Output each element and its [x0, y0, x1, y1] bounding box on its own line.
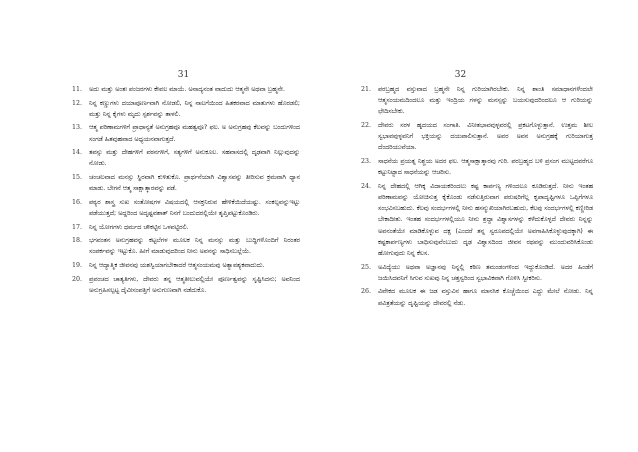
entry-text: ಚಂಚಲವಾದ ಮನಸ್ಸು ಸ್ಥಿರವಾಗಿ ಕುಳಿತುಕೊ. ಪ್ರಾರ್ಥನೆಯಾಗಿ ವಿಶ್ವಾಸವನ್ನು ತೀರಿಸುವ ಕ್ರಮವಾಗಿ ಧ್ಯಾನ ಮಾಡು. ಬೇಗನೆ ಆತ್ಮ ಸಾಕ್ಷಾತ್ಕಾರವನ್ನು ಪಡೆ. — [89, 173, 300, 193]
entry-text: ಸಾಧನೆಯ ಪ್ರಯತ್ನ ನಿಶ್ಚಯ ಅದರ ಫಲ. ಆತ್ಮಸಾಕ್ಷಾತ್ಕಾರವು ಗುರಿ. ಪರಬ್ರಹ್ಮದ ಬಳಿ ಪ್ರಸಂಗ ಮುಟ್ಟದವರೆಗೂ ಕಟ್ಟುನಿಟ್ಟಾದ ಸಾಧನೆಯನ್ನು ಆಚರಿಸು. — [378, 158, 593, 177]
list-item — [361, 84, 593, 118]
entry-number: 21. — [361, 86, 372, 93]
entry-text: ಪಠ್ಯರ ಶಾಸ್ತ್ರ ಸುಖ ಸಂತೋಷಗಳ ವಿಷಯದಲ್ಲಿ ಆಸಕ್ತನಿರುವ ಹೇಳಿಕೆಯಿದೆಯಷ್ಟು. ಸಂಕಲ್ಪವನ್ನುಇಟ್ಟು ಪಡೆಯುತ್ತದೆ; ಅದ್ದರಿಂದ ಅದೃಷ್ಟವಶಾತ್ ನಿನಗೆ ಬಂದುದರಲ್ಲಿಯೇ ತೃಪ್ತಿಪಟ್ಟುಕೊಂಡಿರು. — [89, 198, 300, 217]
entry-text: ದೇವರು ಸರಳ ಹೃದಯದ ಸಂಗಾತಿ. ವಿನೀತಭಾವವುಳ್ಳವರಲ್ಲಿ ಪ್ರಕಟಗೊಳ್ಳುತ್ತಾನೆ. ಉತ್ತಮ ಶೀಲ ಸ್ವಭಾವವುಳ್ಳವನಿಗೆ ಭಕ್ತಿಯನ್ನು ದಯಪಾಲಿಸುತ್ತಾನೆ. ಅವರ ಅವನ ಅನುಗ್ರಹಕ್ಕೆ ಗುರಿಯಾಗುತ್ತ ದೆಂದರಿಯುವೆಯಾ. — [378, 122, 593, 152]
entry-number: 14. — [72, 149, 83, 157]
entry-number: 26. — [361, 288, 372, 296]
list-item — [72, 260, 300, 271]
entry-text: ಭಗವಂತನ ಅನುಗ್ರಹವನ್ನು ಕಟ್ಟಲೆಗಳ ಮೂಲಕ ನಿನ್ನ ಮನಸ್ಸು ಮತ್ತು ಬುದ್ಧಿಗಳೊಂದಿಗೆ ನಿರಂತರ ಸಂಪರ್ಕವನ್ನು ಇಟ್ಟುಕೊ. ಹೀಗೆ ಮಾಡುವುದರಿಂದ ನೀನು ಅವನನ್ನು ಸಾಧಿಸಬಲ್ಲೆಯೆ. — [89, 237, 300, 256]
entry-number: 24. — [361, 182, 372, 190]
list-item — [361, 156, 593, 178]
entry-text: ನಿನ್ನ ಯೋಗಗಳು ಧರ್ಮದ ಚೌಕಟ್ಟಿನ ಒಳಪಟ್ಟಿರಲಿ. — [89, 223, 189, 231]
list-item — [361, 181, 593, 259]
list-item — [72, 98, 300, 120]
entry-number: 25. — [361, 263, 372, 271]
entry-text: ಪರಬ್ರಹ್ಮದ ವಸ್ತುವಾದ ಬ್ರಹ್ಮನೇ ನಿನ್ನ ಗುರಿಯಾಗಿರಬೇಕು. ನಿನ್ನ ಶಾಂತಿ ಸಮಾಧಾನಗಳೆಂದಲೇ ಆತ್ಮಸಂಯಮದಿಂದಲೂ ಮತ್ತು ಇಂದ್ರಿಯ ಗಳನ್ನು ಮನಸ್ಸನ್ನು ಬಯಸುವುದರಿಂದಲೂ ಆ ಗುರಿಯನ್ನು ಛೇದಿಸಬೇಕು. — [378, 86, 593, 116]
list-item — [72, 84, 300, 95]
entry-number: 23. — [361, 158, 372, 165]
entry-number: 13. — [72, 124, 83, 132]
entry-number: 12. — [72, 99, 83, 107]
entry-number: 16. — [72, 198, 83, 206]
entry-list — [361, 84, 593, 311]
entry-text: ವಿವೇಕದ ಮೂಲಕ ಈ ಜಡ ವಸ್ತುವಿನ ಹಾಗೂ ಮಾನಸಿಕ ಕೊಚ್ಚೆಯಿಂದ ಎದ್ದು ಮೇಲೆ ನೋಡು. ನಿನ್ನ ಪವಿತ್ರತೆಯನ್ನು ದೃಷ್ಟಿಯನ್ನು ದೇವರಲ್ಲಿ ನೆಡು. — [378, 288, 593, 307]
entry-number: 15. — [72, 173, 83, 181]
entry-text: ಅವಿದ್ಯೆಯು ಅಥವಾ ಅಜ್ಞಾನವು ನಿನ್ನಲ್ಲಿ ಕಠಿಣ ತಮಂಡಂಗಳಿಂದ ಇದ್ದುಕೊಂಡಿದೆ. ಅದರ ಹಿಂಡೆಗೆ ಜಯಿಸಿದವನಿಗೆ ಸಿಗುವ ಸುಖವು ನಿನ್ನ ಚತ್ತಸ್ವರಿಂದ ಸ್ವಭಾವಿಕವಾಗಿ ಗೊಳಿಸಿ ಸ್ವೀಕರಿಸು. — [378, 263, 593, 282]
list-item — [72, 235, 300, 257]
list-item — [361, 286, 593, 308]
list-item — [72, 274, 300, 296]
page-number: 31 — [177, 70, 190, 80]
entry-text: ನಿನ್ನ ಕಣ್ಣುಗಳು ದಯಾಪೂರ್ಣವಾಗಿ ನೋಡಲಿ, ನಿನ್ನ ನಾಲಗೆಯಿಂದ ಹಿತಕರವಾದ ಮಾತುಗಳು ಹೊರಡಲಿ; ಮತ್ತು ನಿನ್ನ ಕೈಗಳು ಮೃದು ಸ್ಪರ್ಶವನ್ನು ತಾಳಲಿ. — [89, 99, 300, 118]
entry-number: 20. — [72, 275, 83, 283]
entry-text: ತಪಸ್ಸು ಮತ್ತು ದೇಹಗಳಿಗೆ ಪಠನಗಳಿಗೆ, ಸತ್ಯಗಳಿಗೆ ಅನುಕೂಲ. ಸಹವಾಸದಲ್ಲಿ ದೃಢವಾಗಿ ನಿಲ್ಲುವುದನ್ನು ನೋಡು. — [89, 149, 300, 168]
entry-number: 17. — [72, 223, 83, 231]
list-item — [72, 147, 300, 169]
list-item — [72, 222, 300, 233]
list-item — [72, 122, 300, 144]
entry-list — [72, 84, 300, 298]
list-item — [72, 172, 300, 194]
entry-number: 18. — [72, 237, 83, 245]
entry-text: ಅದು ಮತ್ತು ಅಂತಃ ಪಂಜರಗಳು ಕೇವಲ ಮಾಯೆ. ಅನಾದ್ಯನಂತ ವಾದುದು ಆತ್ಮನೇ ಅಥವಾ ಬ್ರಹ್ಮನೇ. — [89, 86, 285, 93]
page-number: 32 — [454, 70, 467, 80]
entry-number: 19. — [72, 261, 83, 269]
list-item — [72, 197, 300, 219]
list-item — [361, 262, 593, 284]
right-page — [319, 0, 638, 452]
entry-number: 11. — [72, 86, 83, 93]
entry-text: ನಿನ್ನ ಆದ್ಯಾತ್ಮಿಕ ಜೀವನವು ಯಶಸ್ವಿಯಾಗಬೇಕಾದರೆ ಆತ್ಮಸಂಯಮವು ಅತ್ಯಾವಶ್ಯಕವಾದುದು. — [89, 261, 265, 269]
list-item — [361, 120, 593, 154]
entry-text: ಆತ್ಮ ಪರಿಣಾಮಗಳಿಗೆ ಪ್ರಾಧಾನ್ಯತೆ ಅನುಗ್ರಹವೂ ಮಹತ್ವವೂ? ಫಲ. ಅ ಅನುಗ್ರಹವು ಕೆಲವನ್ನು ಬಂದುಗಳಿಂದ ಸಂಗಡೆ ಹಿತವುಹವಾದ ಅಧ್ಯಯನವಾಗುತ್ತದೆ. — [89, 124, 300, 143]
entry-number: 22. — [361, 122, 372, 129]
entry-text: ನಿನ್ನ ದೇಹದಲ್ಲಿ ಆಗಿಕ್ಕ ವಿದಾಯಕರಿಂದಲು ಕಷ್ಟ ಕಾರ್ಪಣ್ಯ ಗಳಿಂದಲೂ ಕೂಡಿರುತ್ತದೆ. ನೀನು ಇಂತಹ ಪರಿಣಾಮವನ್ನು ಯೋಚಿಸುತ್ತ ಕೈಕೊಂಡು ನಡೆಸುತ್ತಿರುವಾಗ ಪರುಷರಿಗೆಲ್ಲ ಕೃಪಾದೃಷ್ಟಿಗಳೂ ಒಪ್ಪಿಗೆಗಳೂ ಸಂಭವಿಸಬಹುದು. ಕೆಲವು ಸಂದರ್ಭಗಳಲ್ಲಿ ನೀನು ಹಸನ್ಮುಖಿಯಾಗಿರಬಹುದು, ಕೆಲವು ಸಂದರ್ಭಗಳಲ್ಲಿ ಕಣ್ಣೀರಿಡ ಬೇಕಾದೀತು. ಇಂತಹ ಸಂದರ್ಭಗಳಲ್ಲಿಯೂ ನೀನು ಶ್ರದ್ಧಾ ವಿಶ್ವಾಸಗಳನ್ನು ಕಳೆದುಕೊಳ್ಳದೆ ದೇವರು ನಿನ್ನನ್ನು ಅವನಂತೆಯೇ ಮಾಡಿಕೊಳ್ಳುವ ದಕ್ಷ (ಎಂದರೆ ತನ್ನ ಸ್ವರೂಪದಲ್ಲಿಯೇ ಅವಗಾಹಿಸಿಕೊಳ್ಳುವುದಕ್ಕಾಗಿ) ಈ ಕಷ್ಟಕಾರ್ಪಣ್ಯಗಳು ಬಾಧಿಸುವುವೆಂಬುದು ದೃಢ ವಿಶ್ವಾಸದಿಂದ ಜೀವನ ರಥವನ್ನು ಮುಂದುವರಿಸಿಕೊಂಡು ಹೋಗುವುದು ನಿನ್ನ ಕೆಲಸ. — [378, 182, 593, 258]
entry-text: ಪ್ರಪಂಚದ ಚಾತ್ಯತಿಗಳು, ದೇವರು ತನ್ನ ಆತ್ಮತೀಲುವಲ್ಲಿಯೇ ಪೂರ್ಣತ್ವವನ್ನು ಸೃಷ್ಟಿಸಿದನು; ಅವನಿಂದ ಅನುಗ್ರಹಿಸಲ್ಪಟ್ಟ ದೈವೀಸಂಪತ್ತಿಗೆ ಅನುಗುಣವಾಗಿ ನಡೆದುಕೊ. — [89, 275, 300, 294]
